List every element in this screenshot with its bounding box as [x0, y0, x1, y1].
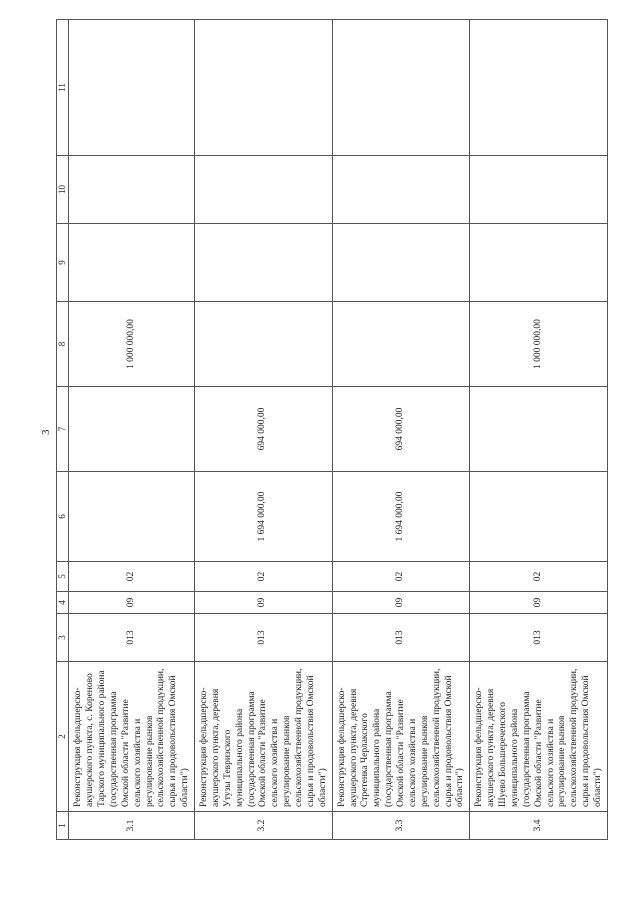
object-name: Реконструкция фельдшерско-акушерского пункта, деревня Стретенка Черлакского муниципального района (государственная программа Омской области "Развитие сельского хозяйства и регулирование рынков сельскохозяйственной продукции, сырья и продовольствия Омской области")	[332, 662, 470, 812]
cell-col4: 09	[69, 592, 195, 614]
table-row	[332, 20, 470, 840]
cell-col6	[69, 472, 195, 562]
cell-col5: 02	[470, 562, 608, 592]
cell-col5: 02	[69, 562, 195, 592]
cell-col6	[470, 472, 608, 562]
cell-col3: 013	[69, 614, 195, 662]
table-row	[195, 20, 333, 840]
cell-col9	[69, 224, 195, 302]
cell-col8: 1 000 000,00	[470, 302, 608, 387]
cell-col5: 02	[195, 562, 333, 592]
row-number: 3.4	[470, 812, 608, 840]
cell-col8	[332, 302, 470, 387]
header-cell: 4	[57, 592, 69, 614]
cell-col9	[470, 224, 608, 302]
rotated-page	[40, 20, 630, 840]
cell-col6: 1 694 000,00	[332, 472, 470, 562]
cell-col10	[69, 156, 195, 224]
cell-col9	[332, 224, 470, 302]
cell-col4: 09	[332, 592, 470, 614]
budget-table	[56, 19, 608, 840]
cell-col11	[470, 20, 608, 156]
header-cell: 7	[57, 387, 69, 472]
header-cell: 1	[57, 812, 69, 840]
cell-col4: 09	[195, 592, 333, 614]
cell-col7: 694 000,00	[195, 387, 333, 472]
row-number: 3.2	[195, 812, 333, 840]
header-cell: 8	[57, 302, 69, 387]
cell-col3: 013	[195, 614, 333, 662]
cell-col10	[195, 156, 333, 224]
header-cell: 11	[57, 20, 69, 156]
object-name: Реконструкция фельдшерско-акушерского пункта, с. Кореново Тарского муниципального района (государственная программа Омской области "Развитие сельского хозяйства и регулирование рынков сельскохозяйственной продукции, сырья и продовольствия Омской области")	[69, 662, 195, 812]
row-number: 3.3	[332, 812, 470, 840]
cell-col8: 1 000 000,00	[69, 302, 195, 387]
cell-col10	[470, 156, 608, 224]
cell-col9	[195, 224, 333, 302]
cell-col11	[332, 20, 470, 156]
header-cell: 5	[57, 562, 69, 592]
cell-col8	[195, 302, 333, 387]
object-name: Реконструкция фельдшерско-акушерского пункта, деревня Шуево Большереченского муниципального района (государственная программа Омской области "Развитие сельского хозяйства и регулирование рынков сельскохозяйственной продукции, сырья и продовольствия Омской области")	[470, 662, 608, 812]
row-number: 3.1	[69, 812, 195, 840]
page-number: 3	[40, 429, 52, 435]
table-row	[69, 20, 195, 840]
header-cell: 3	[57, 614, 69, 662]
cell-col11	[195, 20, 333, 156]
cell-col7: 694 000,00	[332, 387, 470, 472]
cell-col3: 013	[332, 614, 470, 662]
cell-col5: 02	[332, 562, 470, 592]
cell-col7	[69, 387, 195, 472]
cell-col10	[332, 156, 470, 224]
table-row	[470, 20, 608, 840]
header-cell: 10	[57, 156, 69, 224]
cell-col7	[470, 387, 608, 472]
cell-col11	[69, 20, 195, 156]
object-name: Реконструкция фельдшерско-акушерского пункта, деревня Утузы Тевризского муниципального района (государственная программа Омской области "Развитие сельского хозяйства и регулирование рынков сельскохозяйственной продукции, сырья и продовольствия Омской области")	[195, 662, 333, 812]
header-cell: 9	[57, 224, 69, 302]
header-row	[57, 20, 69, 840]
header-cell: 2	[57, 662, 69, 812]
cell-col6: 1 694 000,00	[195, 472, 333, 562]
cell-col3: 013	[470, 614, 608, 662]
cell-col4: 09	[470, 592, 608, 614]
header-cell: 6	[57, 472, 69, 562]
